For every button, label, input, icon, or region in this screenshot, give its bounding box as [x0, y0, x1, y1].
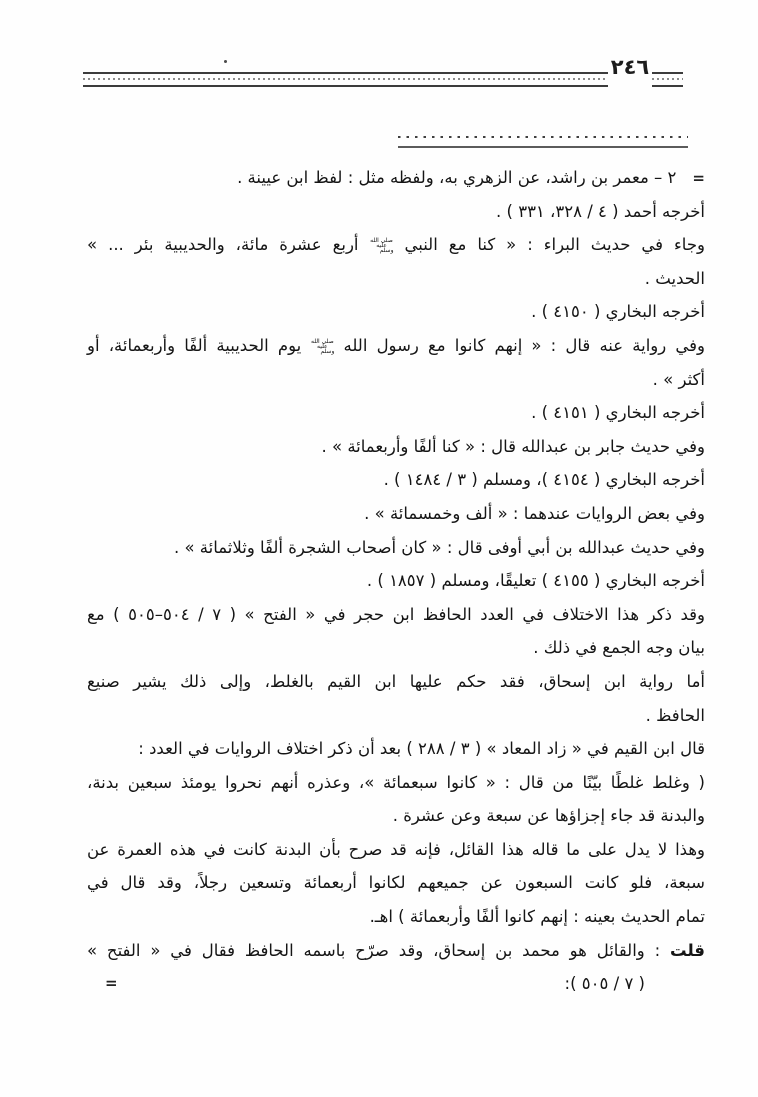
text-line [87, 396, 705, 430]
text-line [87, 363, 705, 397]
text-block [87, 161, 705, 1001]
line-text: ( وغلط غلطًا بيّنًا من قال : « كانوا سبعمائة »، وعذره أنهم نحروا يومئذ سبعين بدنة، [87, 772, 705, 792]
text-line [87, 161, 705, 195]
line-text: أخرجه البخاري ( ٤١٥٤ )، ومسلم ( ٣ / ١٤٨٤ ) . [383, 470, 705, 490]
line-text: وفي حديث عبدالله بن أبي أوفى قال : « كان أصحاب الشجرة ألفًا وثلاثمائة » . [173, 537, 705, 557]
line-text: أخرجه البخاري ( ٤١٥٠ ) . [531, 302, 705, 322]
line-text: ٢ – معمر بن راشد، عن الزهري به، ولفظه مثل : لفظ ابن عيينة . [237, 168, 677, 187]
line-text: ( ٧ / ٥٠٥ ): [564, 974, 645, 994]
text-line [87, 228, 705, 262]
line-text: والبدنة قد جاء إجزاؤها عن سبعة وعن عشرة . [392, 806, 705, 826]
text-line [87, 699, 705, 733]
honorific-mark: صلى الله عليه وسلم [370, 237, 394, 255]
continuation-marker-top: = [692, 169, 705, 187]
line-text: قال ابن القيم في « زاد المعاد » ( ٣ / ٢٨٨ ) بعد أن ذكر اختلاف الروايات في العدد : [138, 739, 705, 759]
text-line [87, 531, 705, 565]
text-line [87, 631, 705, 665]
text-line [87, 833, 705, 867]
line-text: وفي بعض الروايات عندهما : « ألف وخمسمائة » . [364, 503, 705, 523]
text-line [87, 967, 705, 1001]
line-text: وجاء في حديث البراء : « كنا مع النبي [393, 235, 705, 255]
line-text: وهذا لا يدل على ما قاله هذا القائل، فإنه قد صرح بأن البدنة كانت في هذه العمرة عن [87, 839, 705, 859]
continuation-marker-bottom: = [105, 974, 118, 993]
text-line [87, 732, 705, 766]
text-line [87, 329, 705, 363]
line-text: أكثر » . [652, 369, 705, 389]
separator-dotted-line [398, 136, 688, 138]
line-text: أخرجه البخاري ( ٤١٥٥ ) تعليقًا، ومسلم ( ١٨٥٧ ) . [366, 571, 705, 591]
line-text: الحافظ . [645, 705, 705, 725]
header-rule-right [652, 72, 683, 87]
line-text: وفي حديث جابر بن عبدالله قال : « كنا ألفًا وأربعمائة » . [321, 436, 705, 456]
text-line [87, 564, 705, 598]
text-line [87, 262, 705, 296]
text-line [87, 766, 705, 800]
line-text: وفي رواية عنه قال : « إنهم كانوا مع رسول الله [334, 335, 705, 355]
text-line [87, 866, 705, 900]
qultu-bold-word: قلت [669, 940, 705, 960]
text-line [87, 665, 705, 699]
line-text: سبعة، فلو كانت السبعون عن جميعهم لكانوا أربعمائة وتسعين رجلاً، وقد قال في [87, 873, 705, 893]
scan-speck [224, 60, 227, 63]
line-text: وقد ذكر هذا الاختلاف في العدد الحافظ ابن حجر في « الفتح » ( ٧ / ٥٠٤–٥٠٥ ) مع [87, 604, 705, 624]
text-line [87, 934, 705, 968]
text-line [87, 295, 705, 329]
separator-solid-line [398, 146, 688, 148]
line-text: بيان وجه الجمع في ذلك . [533, 638, 705, 658]
text-line [87, 900, 705, 934]
line-text: الحديث . [644, 268, 705, 288]
text-line [87, 497, 705, 531]
text-line [87, 598, 705, 632]
line-text: أخرجه أحمد ( ٤ / ٣٢٨، ٣٣١ ) . [496, 201, 705, 221]
line-text: : والقائل هو محمد بن إسحاق، وقد صرّح باسمه الحافظ فقال في « الفتح » [87, 940, 670, 960]
line-text: أربع عشرة مائة، والحديبية بئر ... » [87, 235, 370, 255]
page-number: ٢٤٦ [610, 55, 650, 79]
honorific-mark: صلى الله عليه وسلم [311, 337, 335, 355]
header-rule-left [83, 72, 608, 87]
line-text: أما رواية ابن إسحاق، فقد حكم عليها ابن القيم بالغلط، وإلى ذلك يشير صنيع [87, 671, 705, 691]
line-text: أخرجه البخاري ( ٤١٥١ ) . [531, 403, 705, 423]
line-text: يوم الحديبية ألفًا وأربعمائة، أو [87, 335, 311, 355]
text-line [87, 799, 705, 833]
line-text: تمام الحديث بعينه : إنهم كانوا ألفًا وأربعمائة ) اهـ. [369, 907, 705, 927]
header-rule-dots [83, 78, 608, 80]
text-line [87, 195, 705, 229]
header-rule-dots [652, 78, 683, 80]
text-line [87, 463, 705, 497]
footnote-separator [398, 136, 688, 148]
text-line [87, 430, 705, 464]
